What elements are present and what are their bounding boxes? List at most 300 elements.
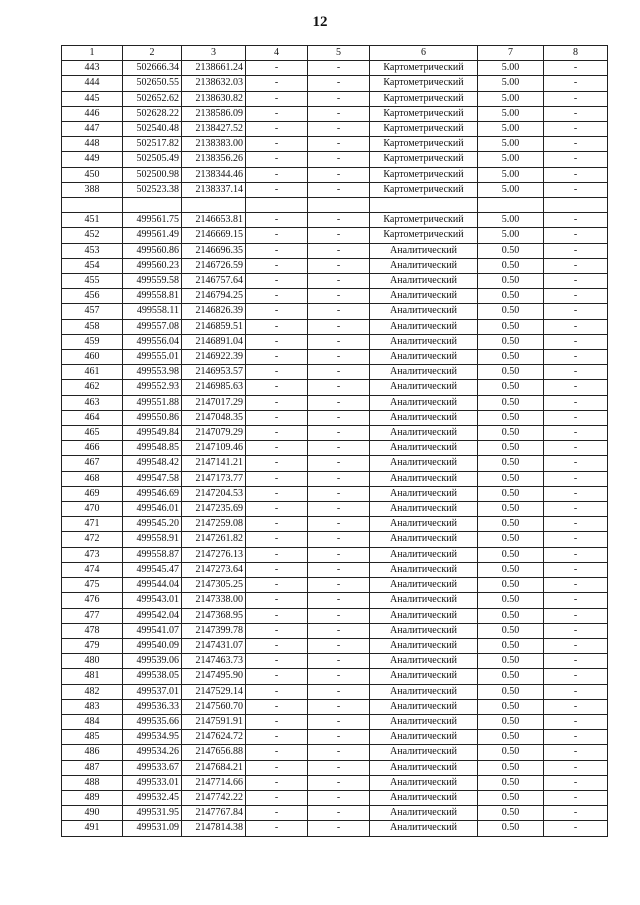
table-row xyxy=(62,623,608,638)
accuracy-cell: 5.00 xyxy=(478,91,544,106)
y-coordinate-cell: 2147173.77 xyxy=(182,471,246,486)
point-number-cell: 466 xyxy=(62,441,123,456)
column-header: 2 xyxy=(123,46,182,61)
point-number-cell: 444 xyxy=(62,76,123,91)
page-number: 12 xyxy=(312,14,328,30)
col5-cell: - xyxy=(308,122,370,137)
col8-cell: - xyxy=(544,730,608,745)
accuracy-cell: 5.00 xyxy=(478,182,544,197)
x-coordinate-cell: 499534.26 xyxy=(123,745,182,760)
y-coordinate-cell: 2147368.95 xyxy=(182,608,246,623)
col8-cell: - xyxy=(544,167,608,182)
col4-cell: - xyxy=(246,623,308,638)
col5-cell: - xyxy=(308,167,370,182)
point-number-cell: 448 xyxy=(62,137,123,152)
col5-cell: - xyxy=(308,790,370,805)
y-coordinate-cell: 2146891.04 xyxy=(182,334,246,349)
y-coordinate-cell: 2146859.51 xyxy=(182,319,246,334)
col4-cell: - xyxy=(246,76,308,91)
accuracy-cell: 0.50 xyxy=(478,441,544,456)
table-row xyxy=(62,106,608,121)
col8-cell: - xyxy=(544,334,608,349)
accuracy-cell: 0.50 xyxy=(478,289,544,304)
col5-cell: - xyxy=(308,426,370,441)
accuracy-cell: 0.50 xyxy=(478,684,544,699)
col4-cell: - xyxy=(246,274,308,289)
accuracy-cell: 0.50 xyxy=(478,532,544,547)
table-row xyxy=(62,684,608,699)
accuracy-cell: 5.00 xyxy=(478,61,544,76)
table-row xyxy=(62,395,608,410)
accuracy-cell: 0.50 xyxy=(478,608,544,623)
x-coordinate-cell: 499531.09 xyxy=(123,821,182,836)
method-cell: Аналитический xyxy=(370,790,478,805)
x-coordinate-cell: 499558.87 xyxy=(123,547,182,562)
method-cell: Картометрический xyxy=(370,152,478,167)
col5-cell: - xyxy=(308,319,370,334)
col8-cell: - xyxy=(544,456,608,471)
col5-cell: - xyxy=(308,380,370,395)
table-row xyxy=(62,456,608,471)
point-number-cell: 467 xyxy=(62,456,123,471)
point-number-cell: 461 xyxy=(62,365,123,380)
method-cell: Картометрический xyxy=(370,122,478,137)
accuracy-cell: 5.00 xyxy=(478,213,544,228)
table-row xyxy=(62,213,608,228)
col5-cell: - xyxy=(308,578,370,593)
col5-cell: - xyxy=(308,517,370,532)
x-coordinate-cell: 499561.49 xyxy=(123,228,182,243)
col4-cell: - xyxy=(246,745,308,760)
table-row xyxy=(62,532,608,547)
col8-cell: - xyxy=(544,760,608,775)
col4-cell: - xyxy=(246,699,308,714)
x-coordinate-cell: 499535.66 xyxy=(123,714,182,729)
x-coordinate-cell: 499532.45 xyxy=(123,790,182,805)
col5-cell: - xyxy=(308,274,370,289)
table-row xyxy=(62,304,608,319)
method-cell: Аналитический xyxy=(370,365,478,380)
col5-cell: - xyxy=(308,365,370,380)
x-coordinate-cell: 502500.98 xyxy=(123,167,182,182)
accuracy-cell: 0.50 xyxy=(478,730,544,745)
table-row xyxy=(62,745,608,760)
col4-cell: - xyxy=(246,532,308,547)
y-coordinate-cell: 2147273.64 xyxy=(182,562,246,577)
col8-cell: - xyxy=(544,137,608,152)
col4-cell: - xyxy=(246,228,308,243)
y-coordinate-cell: 2147261.82 xyxy=(182,532,246,547)
column-header: 8 xyxy=(544,46,608,61)
col8-cell: - xyxy=(544,745,608,760)
col5-cell: - xyxy=(308,486,370,501)
accuracy-cell: 5.00 xyxy=(478,106,544,121)
col8-cell: - xyxy=(544,821,608,836)
col4-cell: - xyxy=(246,790,308,805)
col5-cell: - xyxy=(308,547,370,562)
accuracy-cell: 0.50 xyxy=(478,760,544,775)
accuracy-cell: 0.50 xyxy=(478,456,544,471)
y-coordinate-cell: 2147338.00 xyxy=(182,593,246,608)
y-coordinate-cell: 2138344.46 xyxy=(182,167,246,182)
col5-cell: - xyxy=(308,152,370,167)
y-coordinate-cell: 2147714.66 xyxy=(182,775,246,790)
y-coordinate-cell: 2147141.21 xyxy=(182,456,246,471)
col5-cell: - xyxy=(308,806,370,821)
table-row xyxy=(62,426,608,441)
col5-cell: - xyxy=(308,730,370,745)
point-number-cell: 475 xyxy=(62,578,123,593)
col8-cell: - xyxy=(544,91,608,106)
table-row xyxy=(62,258,608,273)
y-coordinate-cell: 2147109.46 xyxy=(182,441,246,456)
x-coordinate-cell: 499545.20 xyxy=(123,517,182,532)
table-row xyxy=(62,410,608,425)
col8-cell: - xyxy=(544,638,608,653)
x-coordinate-cell: 502540.48 xyxy=(123,122,182,137)
x-coordinate-cell: 499534.95 xyxy=(123,730,182,745)
point-number-cell: 446 xyxy=(62,106,123,121)
col5-cell: - xyxy=(308,760,370,775)
method-cell: Картометрический xyxy=(370,61,478,76)
point-number-cell: 388 xyxy=(62,182,123,197)
col8-cell: - xyxy=(544,547,608,562)
col8-cell: - xyxy=(544,365,608,380)
col8-cell: - xyxy=(544,517,608,532)
col8-cell: - xyxy=(544,213,608,228)
x-coordinate-cell: 499548.42 xyxy=(123,456,182,471)
accuracy-cell: 5.00 xyxy=(478,137,544,152)
point-number-cell: 471 xyxy=(62,517,123,532)
table-row xyxy=(62,547,608,562)
table-row xyxy=(62,152,608,167)
point-number-cell: 487 xyxy=(62,760,123,775)
col8-cell: - xyxy=(544,274,608,289)
accuracy-cell: 0.50 xyxy=(478,486,544,501)
accuracy-cell: 0.50 xyxy=(478,654,544,669)
y-coordinate-cell: 2147529.14 xyxy=(182,684,246,699)
point-number-cell: 479 xyxy=(62,638,123,653)
y-coordinate-cell: 2146985.63 xyxy=(182,380,246,395)
col4-cell: - xyxy=(246,502,308,517)
method-cell: Картометрический xyxy=(370,76,478,91)
method-cell: Аналитический xyxy=(370,532,478,547)
col8-cell: - xyxy=(544,486,608,501)
column-header: 7 xyxy=(478,46,544,61)
table-row xyxy=(62,562,608,577)
method-cell: Аналитический xyxy=(370,289,478,304)
y-coordinate-cell: 2147204.53 xyxy=(182,486,246,501)
method-cell: Аналитический xyxy=(370,426,478,441)
col5-cell: - xyxy=(308,638,370,653)
accuracy-cell: 0.50 xyxy=(478,775,544,790)
table-row xyxy=(62,821,608,836)
method-cell: Аналитический xyxy=(370,334,478,349)
point-number-cell: 463 xyxy=(62,395,123,410)
x-coordinate-cell: 499552.93 xyxy=(123,380,182,395)
separator-row xyxy=(62,198,608,213)
x-coordinate-cell: 502628.22 xyxy=(123,106,182,121)
col8-cell: - xyxy=(544,243,608,258)
table-row xyxy=(62,243,608,258)
col5-cell: - xyxy=(308,137,370,152)
table-row xyxy=(62,319,608,334)
col8-cell: - xyxy=(544,608,608,623)
col8-cell xyxy=(544,198,608,213)
y-coordinate-cell: 2147767.84 xyxy=(182,806,246,821)
col4-cell: - xyxy=(246,122,308,137)
x-coordinate-cell: 499533.01 xyxy=(123,775,182,790)
point-number-cell: 488 xyxy=(62,775,123,790)
col4-cell: - xyxy=(246,106,308,121)
table-row xyxy=(62,61,608,76)
accuracy-cell: 0.50 xyxy=(478,319,544,334)
table-row xyxy=(62,441,608,456)
y-coordinate-cell: 2147495.90 xyxy=(182,669,246,684)
x-coordinate-cell: 499539.06 xyxy=(123,654,182,669)
x-coordinate-cell: 499541.07 xyxy=(123,623,182,638)
col5-cell: - xyxy=(308,562,370,577)
x-coordinate-cell: 499556.04 xyxy=(123,334,182,349)
accuracy-cell: 0.50 xyxy=(478,258,544,273)
col8-cell: - xyxy=(544,61,608,76)
col4-cell: - xyxy=(246,258,308,273)
point-number-cell: 459 xyxy=(62,334,123,349)
method-cell: Аналитический xyxy=(370,684,478,699)
y-coordinate-cell: 2146757.64 xyxy=(182,274,246,289)
col8-cell: - xyxy=(544,182,608,197)
accuracy-cell: 0.50 xyxy=(478,426,544,441)
x-coordinate-cell: 499550.86 xyxy=(123,410,182,425)
point-number-cell: 464 xyxy=(62,410,123,425)
col4-cell: - xyxy=(246,578,308,593)
col5-cell: - xyxy=(308,76,370,91)
method-cell: Картометрический xyxy=(370,106,478,121)
col8-cell: - xyxy=(544,502,608,517)
method-cell: Аналитический xyxy=(370,502,478,517)
point-number-cell: 449 xyxy=(62,152,123,167)
point-number-cell: 473 xyxy=(62,547,123,562)
x-coordinate-cell: 499558.91 xyxy=(123,532,182,547)
point-number-cell: 485 xyxy=(62,730,123,745)
col8-cell: - xyxy=(544,441,608,456)
col4-cell: - xyxy=(246,304,308,319)
col4-cell: - xyxy=(246,547,308,562)
method-cell: Аналитический xyxy=(370,806,478,821)
x-coordinate-cell: 499546.69 xyxy=(123,486,182,501)
col5-cell: - xyxy=(308,502,370,517)
col8-cell: - xyxy=(544,669,608,684)
col8-cell: - xyxy=(544,228,608,243)
col5-cell: - xyxy=(308,441,370,456)
accuracy-cell: 0.50 xyxy=(478,380,544,395)
method-cell: Аналитический xyxy=(370,441,478,456)
col8-cell: - xyxy=(544,714,608,729)
point-number-cell: 472 xyxy=(62,532,123,547)
col8-cell: - xyxy=(544,410,608,425)
y-coordinate-cell: 2147079.29 xyxy=(182,426,246,441)
accuracy-cell: 0.50 xyxy=(478,334,544,349)
x-coordinate-cell: 499560.86 xyxy=(123,243,182,258)
y-coordinate-cell: 2146726.59 xyxy=(182,258,246,273)
col5-cell: - xyxy=(308,714,370,729)
point-number-cell: 482 xyxy=(62,684,123,699)
col4-cell: - xyxy=(246,426,308,441)
accuracy-cell: 5.00 xyxy=(478,228,544,243)
accuracy-cell: 0.50 xyxy=(478,745,544,760)
y-coordinate-cell: 2138632.03 xyxy=(182,76,246,91)
point-number-cell: 484 xyxy=(62,714,123,729)
col8-cell: - xyxy=(544,426,608,441)
col8-cell: - xyxy=(544,578,608,593)
table-row xyxy=(62,486,608,501)
point-number-cell: 486 xyxy=(62,745,123,760)
method-cell: Аналитический xyxy=(370,258,478,273)
point-number-cell xyxy=(62,198,123,213)
y-coordinate-cell: 2138586.09 xyxy=(182,106,246,121)
method-cell: Аналитический xyxy=(370,745,478,760)
col8-cell: - xyxy=(544,532,608,547)
col4-cell: - xyxy=(246,806,308,821)
point-number-cell: 491 xyxy=(62,821,123,836)
x-coordinate-cell: 499548.85 xyxy=(123,441,182,456)
x-coordinate-cell: 499557.08 xyxy=(123,319,182,334)
y-coordinate-cell: 2146669.15 xyxy=(182,228,246,243)
y-coordinate-cell: 2146953.57 xyxy=(182,365,246,380)
x-coordinate-cell: 502505.49 xyxy=(123,152,182,167)
point-number-cell: 489 xyxy=(62,790,123,805)
col4-cell: - xyxy=(246,213,308,228)
col4-cell: - xyxy=(246,441,308,456)
accuracy-cell: 0.50 xyxy=(478,562,544,577)
x-coordinate-cell: 502517.82 xyxy=(123,137,182,152)
point-number-cell: 452 xyxy=(62,228,123,243)
accuracy-cell: 5.00 xyxy=(478,122,544,137)
col5-cell: - xyxy=(308,243,370,258)
method-cell: Аналитический xyxy=(370,730,478,745)
table-row xyxy=(62,790,608,805)
accuracy-cell: 0.50 xyxy=(478,821,544,836)
col8-cell: - xyxy=(544,775,608,790)
method-cell: Аналитический xyxy=(370,517,478,532)
col4-cell: - xyxy=(246,562,308,577)
point-number-cell: 470 xyxy=(62,502,123,517)
col4-cell: - xyxy=(246,91,308,106)
col5-cell: - xyxy=(308,410,370,425)
col4-cell: - xyxy=(246,334,308,349)
accuracy-cell: 5.00 xyxy=(478,152,544,167)
col4-cell: - xyxy=(246,714,308,729)
table-row xyxy=(62,578,608,593)
y-coordinate-cell xyxy=(182,198,246,213)
table-row xyxy=(62,334,608,349)
col5-cell: - xyxy=(308,654,370,669)
accuracy-cell: 0.50 xyxy=(478,699,544,714)
col4-cell: - xyxy=(246,350,308,365)
table-row xyxy=(62,365,608,380)
method-cell: Аналитический xyxy=(370,608,478,623)
method-cell xyxy=(370,198,478,213)
method-cell: Аналитический xyxy=(370,623,478,638)
y-coordinate-cell: 2146794.25 xyxy=(182,289,246,304)
accuracy-cell: 5.00 xyxy=(478,76,544,91)
col5-cell xyxy=(308,198,370,213)
method-cell: Аналитический xyxy=(370,456,478,471)
table-row xyxy=(62,593,608,608)
method-cell: Картометрический xyxy=(370,137,478,152)
col4-cell: - xyxy=(246,137,308,152)
x-coordinate-cell: 502666.34 xyxy=(123,61,182,76)
col4-cell: - xyxy=(246,182,308,197)
point-number-cell: 474 xyxy=(62,562,123,577)
method-cell: Картометрический xyxy=(370,167,478,182)
point-number-cell: 454 xyxy=(62,258,123,273)
accuracy-cell xyxy=(478,198,544,213)
method-cell: Аналитический xyxy=(370,699,478,714)
x-coordinate-cell: 499543.01 xyxy=(123,593,182,608)
col5-cell: - xyxy=(308,699,370,714)
point-number-cell: 458 xyxy=(62,319,123,334)
point-number-cell: 480 xyxy=(62,654,123,669)
y-coordinate-cell: 2147684.21 xyxy=(182,760,246,775)
col8-cell: - xyxy=(544,289,608,304)
method-cell: Аналитический xyxy=(370,578,478,593)
col5-cell: - xyxy=(308,61,370,76)
col5-cell: - xyxy=(308,775,370,790)
accuracy-cell: 5.00 xyxy=(478,167,544,182)
table-row xyxy=(62,289,608,304)
col5-cell: - xyxy=(308,289,370,304)
col4-cell: - xyxy=(246,319,308,334)
x-coordinate-cell: 499553.98 xyxy=(123,365,182,380)
col5-cell: - xyxy=(308,593,370,608)
col5-cell: - xyxy=(308,350,370,365)
point-number-cell: 453 xyxy=(62,243,123,258)
x-coordinate-cell: 499549.84 xyxy=(123,426,182,441)
point-number-cell: 490 xyxy=(62,806,123,821)
col8-cell: - xyxy=(544,790,608,805)
col8-cell: - xyxy=(544,684,608,699)
y-coordinate-cell: 2147742.22 xyxy=(182,790,246,805)
accuracy-cell: 0.50 xyxy=(478,806,544,821)
y-coordinate-cell: 2147399.78 xyxy=(182,623,246,638)
x-coordinate-cell: 499533.67 xyxy=(123,760,182,775)
col4-cell: - xyxy=(246,243,308,258)
col4-cell: - xyxy=(246,152,308,167)
col4-cell: - xyxy=(246,684,308,699)
col5-cell: - xyxy=(308,745,370,760)
accuracy-cell: 0.50 xyxy=(478,365,544,380)
method-cell: Картометрический xyxy=(370,91,478,106)
y-coordinate-cell: 2147560.70 xyxy=(182,699,246,714)
method-cell: Аналитический xyxy=(370,380,478,395)
column-header: 3 xyxy=(182,46,246,61)
col8-cell: - xyxy=(544,395,608,410)
y-coordinate-cell: 2147048.35 xyxy=(182,410,246,425)
table-row xyxy=(62,775,608,790)
col4-cell: - xyxy=(246,669,308,684)
method-cell: Аналитический xyxy=(370,638,478,653)
col5-cell: - xyxy=(308,395,370,410)
col8-cell: - xyxy=(544,258,608,273)
col5-cell: - xyxy=(308,228,370,243)
point-number-cell: 462 xyxy=(62,380,123,395)
table-row xyxy=(62,669,608,684)
method-cell: Аналитический xyxy=(370,547,478,562)
column-header: 4 xyxy=(246,46,308,61)
x-coordinate-cell: 499555.01 xyxy=(123,350,182,365)
method-cell: Аналитический xyxy=(370,319,478,334)
